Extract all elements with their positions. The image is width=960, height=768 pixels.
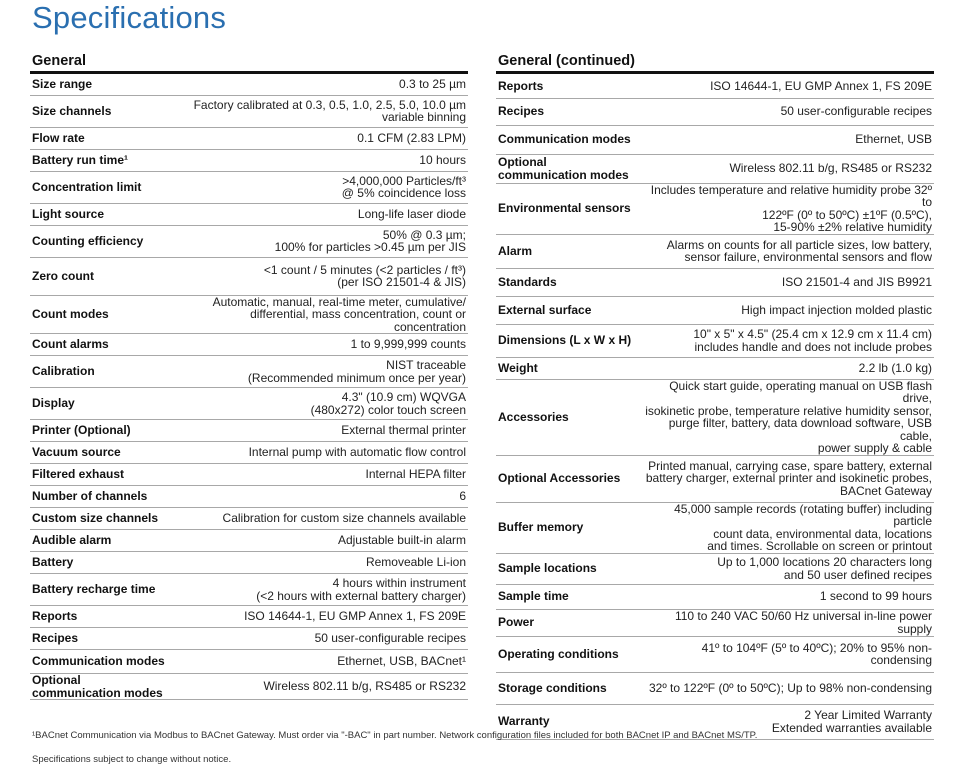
spec-value: ISO 14644-1, EU GMP Annex 1, FS 209E: [174, 606, 468, 628]
spec-label: Storage conditions: [496, 672, 640, 704]
spec-label: Reports: [496, 74, 640, 98]
spec-label: Communication modes: [496, 125, 640, 154]
general-continued-row: [496, 636, 934, 672]
spec-label: Power: [496, 609, 640, 636]
spec-label: Count alarms: [30, 334, 174, 356]
general-row: [30, 464, 468, 486]
spec-value: 32º to 122ºF (0º to 50ºC); Up to 98% non-condensing: [640, 672, 934, 704]
spec-value: 10" x 5" x 4.5" (25.4 cm x 12.9 cm x 11.4 cm) includes handle and does not include probes: [640, 324, 934, 357]
spec-value: Printed manual, carrying case, spare battery, external battery charger, external printer and isokinetic probes, BACnet Gateway: [640, 455, 934, 502]
general-continued-row: [496, 455, 934, 502]
general-continued-row: [496, 183, 934, 234]
spec-value: 1 second to 99 hours: [640, 584, 934, 609]
spec-label: Alarm: [496, 234, 640, 268]
spec-table-general: [30, 74, 468, 700]
spec-value: Automatic, manual, real-time meter, cumulative/ differential, mass concentration, count or concentration: [174, 295, 468, 334]
spec-value: 45,000 sample records (rotating buffer) including particle count data, environmental data, locations and times. Scrollable on screen or printout: [640, 502, 934, 553]
general-continued-row: [496, 553, 934, 584]
spec-label: Dimensions (L x W x H): [496, 324, 640, 357]
general-continued-row: [496, 98, 934, 125]
general-row: [30, 257, 468, 295]
general-continued-row: [496, 125, 934, 154]
general-row: [30, 356, 468, 388]
spec-label: Sample locations: [496, 553, 640, 584]
spec-label: Buffer memory: [496, 502, 640, 553]
spec-value: Wireless 802.11 b/g, RS485 or RS232: [640, 154, 934, 183]
general-row: [30, 171, 468, 203]
general-row: [30, 95, 468, 127]
spec-value: Long-life laser diode: [174, 203, 468, 225]
spec-label: Recipes: [496, 98, 640, 125]
spec-label: Number of channels: [30, 486, 174, 508]
spec-value: Up to 1,000 locations 20 characters long and 50 user defined recipes: [640, 553, 934, 584]
bacnet-footnote: ¹BACnet Communication via Modbus to BACnet Gateway. Must order via "-BAC" in part number. Network configuration files included for both BACnet IP and BACnet MS/TP.: [32, 730, 758, 741]
general-row: [30, 225, 468, 257]
spec-value: 0.3 to 25 µm: [174, 74, 468, 95]
spec-label: Filtered exhaust: [30, 464, 174, 486]
spec-value: 110 to 240 VAC 50/60 Hz universal in-line power supply: [640, 609, 934, 636]
general-row: [30, 530, 468, 552]
spec-value: ISO 14644-1, EU GMP Annex 1, FS 209E: [640, 74, 934, 98]
general-continued-row: [496, 268, 934, 296]
spec-label: External surface: [496, 296, 640, 324]
spec-value: 50% @ 0.3 µm; 100% for particles >0.45 µm per JIS: [174, 225, 468, 257]
general-continued-row: [496, 357, 934, 379]
general-row: [30, 334, 468, 356]
spec-label: Optional communication modes: [496, 154, 640, 183]
spec-label: Concentration limit: [30, 171, 174, 203]
general-continued-row: [496, 324, 934, 357]
spec-label: Audible alarm: [30, 530, 174, 552]
spec-value: 4 hours within instrument (<2 hours with external battery charger): [174, 574, 468, 606]
spec-value: ISO 21501-4 and JIS B9921: [640, 268, 934, 296]
spec-label: Battery recharge time: [30, 574, 174, 606]
general-row: [30, 420, 468, 442]
spec-value: <1 count / 5 minutes (<2 particles / ft³) (per ISO 21501-4 & JIS): [174, 257, 468, 295]
spec-label: Reports: [30, 606, 174, 628]
general-row: [30, 508, 468, 530]
general-row: [30, 628, 468, 650]
spec-value: Factory calibrated at 0.3, 0.5, 1.0, 2.5, 5.0, 10.0 µm variable binning: [174, 95, 468, 127]
general-continued-row: [496, 154, 934, 183]
spec-value: 2 Year Limited Warranty Extended warranties available: [640, 704, 934, 739]
spec-label: Standards: [496, 268, 640, 296]
spec-value: Internal HEPA filter: [174, 464, 468, 486]
spec-label: Warranty: [496, 704, 640, 739]
general-row: [30, 674, 468, 700]
spec-value: Calibration for custom size channels available: [174, 508, 468, 530]
spec-value: Includes temperature and relative humidity probe 32º to 122ºF (0º to 50ºC) ±1ºF (0.5ºC), 15-90% ±2% relative humidity: [640, 183, 934, 234]
page-title: Specifications: [32, 0, 227, 35]
spec-value: NIST traceable (Recommended minimum once per year): [174, 356, 468, 388]
general-continued-row: [496, 609, 934, 636]
spec-value: 1 to 9,999,999 counts: [174, 334, 468, 356]
spec-value: External thermal printer: [174, 420, 468, 442]
spec-label: Size channels: [30, 95, 174, 127]
spec-label: Optional Accessories: [496, 455, 640, 502]
spec-table-general-continued: [496, 74, 934, 740]
spec-label: Communication modes: [30, 650, 174, 674]
spec-value: 41º to 104ºF (5º to 40ºC); 20% to 95% non-condensing: [640, 636, 934, 672]
general-row: [30, 74, 468, 95]
spec-label: Accessories: [496, 379, 640, 455]
general-continued-row: [496, 502, 934, 553]
general-row: [30, 149, 468, 171]
general-row: [30, 203, 468, 225]
spec-value: 2.2 lb (1.0 kg): [640, 357, 934, 379]
spec-label: Size range: [30, 74, 174, 95]
spec-value: High impact injection molded plastic: [640, 296, 934, 324]
spec-value: 6: [174, 486, 468, 508]
general-continued-row: [496, 584, 934, 609]
spec-value: Wireless 802.11 b/g, RS485 or RS232: [174, 674, 468, 700]
general-continued-row: [496, 74, 934, 98]
spec-value: Adjustable built-in alarm: [174, 530, 468, 552]
spec-value: Ethernet, USB, BACnet¹: [174, 650, 468, 674]
spec-label: Counting efficiency: [30, 225, 174, 257]
spec-label: Weight: [496, 357, 640, 379]
spec-label: Operating conditions: [496, 636, 640, 672]
spec-label: Sample time: [496, 584, 640, 609]
spec-label: Flow rate: [30, 127, 174, 149]
general-continued-specs-column: [496, 52, 934, 740]
general-row: [30, 574, 468, 606]
spec-value: 0.1 CFM (2.83 LPM): [174, 127, 468, 149]
spec-label: Zero count: [30, 257, 174, 295]
spec-value: 10 hours: [174, 149, 468, 171]
general-row: [30, 127, 468, 149]
spec-value: >4,000,000 Particles/ft³ @ 5% coincidence loss: [174, 171, 468, 203]
spec-value: Quick start guide, operating manual on USB flash drive, isokinetic probe, temperature relative humidity sensor, purge filter, battery, data download software, USB cable, power supply & cable: [640, 379, 934, 455]
general-row: [30, 388, 468, 420]
spec-value: 50 user-configurable recipes: [640, 98, 934, 125]
general-row: [30, 552, 468, 574]
spec-label: Count modes: [30, 295, 174, 334]
spec-value: Ethernet, USB: [640, 125, 934, 154]
spec-label: Printer (Optional): [30, 420, 174, 442]
general-specs-column: [30, 52, 468, 700]
general-continued-row: [496, 672, 934, 704]
spec-value: 50 user-configurable recipes: [174, 628, 468, 650]
disclaimer: Specifications subject to change without notice.: [32, 754, 232, 765]
spec-value: Removeable Li-ion: [174, 552, 468, 574]
spec-label: Custom size channels: [30, 508, 174, 530]
spec-label: Vacuum source: [30, 442, 174, 464]
general-row: [30, 486, 468, 508]
spec-label: Recipes: [30, 628, 174, 650]
spec-value: Internal pump with automatic flow control: [174, 442, 468, 464]
spec-value: Alarms on counts for all particle sizes, low battery, sensor failure, environmental sensors and flow: [640, 234, 934, 268]
general-row: [30, 442, 468, 464]
general-continued-row: [496, 296, 934, 324]
spec-value: 4.3" (10.9 cm) WQVGA (480x272) color touch screen: [174, 388, 468, 420]
section-header-general-continued: General (continued): [496, 52, 934, 74]
spec-label: Calibration: [30, 356, 174, 388]
spec-label: Environmental sensors: [496, 183, 640, 234]
spec-label: Light source: [30, 203, 174, 225]
spec-label: Battery run time¹: [30, 149, 174, 171]
spec-label: Display: [30, 388, 174, 420]
general-continued-row: [496, 379, 934, 455]
general-row: [30, 295, 468, 334]
spec-label: Battery: [30, 552, 174, 574]
general-row: [30, 606, 468, 628]
section-header-general: General: [30, 52, 468, 74]
general-continued-row: [496, 234, 934, 268]
general-row: [30, 650, 468, 674]
spec-label: Optional communication modes: [30, 674, 174, 700]
